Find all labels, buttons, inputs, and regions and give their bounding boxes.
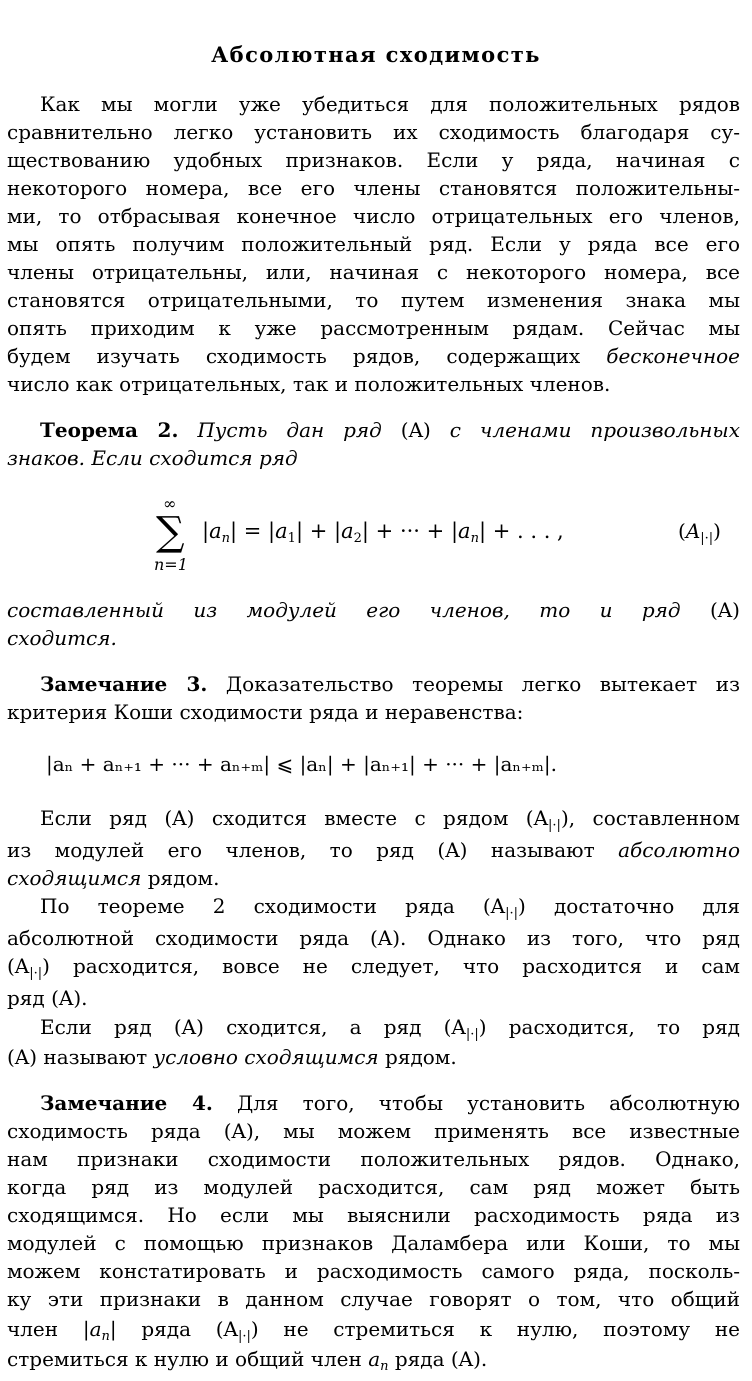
thm-text-4: ) расходится, вовсе не следует, что расходится и сам: [42, 954, 740, 978]
series-tail: + . . . ,: [492, 519, 564, 543]
remark4-line-10: [7, 1345, 740, 1381]
term-sub-2: 2: [353, 531, 362, 546]
cond-text-3: (A) называют: [7, 1045, 148, 1069]
thm-line-3: [7, 952, 740, 988]
remark4-line-4: когда ряд из модулей расходится, сам ряд может быть: [7, 1175, 740, 1199]
thm-text-2: ) достаточно для: [518, 894, 741, 918]
remark4-text-9a: член |: [7, 1317, 90, 1341]
plus-sign-2: +: [375, 519, 394, 543]
sum-sign: ∑: [156, 509, 185, 555]
abs-text-1: Если ряд (A) сходится вместе с рядом (A: [40, 806, 549, 830]
remark4-line-1: [7, 1089, 740, 1117]
abs-emph-1: абсолютно: [618, 838, 741, 862]
remark4-line-8: ку эти признаки в данном случае говорят о том, что общий: [7, 1287, 740, 1311]
section-title: Абсолютная сходимость: [211, 42, 541, 67]
remark4-line-7: можем констатировать и расходимость самого ряда, посколь-: [7, 1259, 740, 1283]
thm-line-2: абсолютной сходимости ряда (A). Однако из того, что ряд: [7, 926, 740, 950]
equation-label: $(A_{|\cdot|})$: [678, 519, 721, 546]
intro-line-10-emph: бесконечное: [606, 344, 740, 368]
intro-line-11: число как отрицательных, так и положительных членов.: [7, 372, 611, 396]
theorem-series-a-2: (A): [709, 598, 740, 622]
remark4-text-1: Для того, чтобы установить абсолютную: [236, 1091, 740, 1115]
theorem-label: Теорема 2.: [40, 418, 179, 442]
thm-sub-1: |·|: [505, 906, 519, 921]
remark4-text-10a: стремиться к нулю и общий член: [7, 1347, 362, 1371]
abs-sub: |·|: [548, 818, 561, 833]
intro-line-8: становятся отрицательными, то путем изменения знака мы: [7, 288, 740, 312]
remark3-line-1: [7, 670, 740, 698]
term-a2: a: [341, 519, 354, 543]
thm-sub-2: |·|: [29, 966, 43, 981]
term-sub-1: 1: [287, 531, 296, 546]
sum-lower-limit: n=1: [154, 555, 188, 574]
cond-sub: |·|: [465, 1027, 479, 1042]
term-an: a: [458, 519, 471, 543]
abs-line-1: [7, 804, 740, 840]
intro-line-6: мы опять получим положительный ряд. Если у ряда все его: [7, 232, 740, 256]
intro-line-3: ществованию удобных признаков. Если у ряда, начиная с: [7, 148, 740, 172]
abs-emph-2: сходящимся: [7, 866, 142, 890]
ellipsis: ···: [399, 519, 420, 543]
remark4-text-9c: ) не стремиться к нулю, поэтому не: [250, 1317, 740, 1341]
remark4-term-sub: n: [101, 1329, 110, 1344]
theorem-line-1: [7, 416, 740, 444]
intro-line-5: ми, то отбрасывая конечное число отрицательных его членов,: [7, 204, 740, 228]
theorem-text-1: Пусть дан ряд: [197, 418, 382, 442]
theorem-series-a: (A): [400, 418, 431, 442]
abs-line-3: [7, 864, 740, 892]
remark4-term-a: a: [89, 1317, 102, 1341]
cond-line-2: [7, 1043, 740, 1071]
cond-text-4: рядом.: [385, 1045, 457, 1069]
series-expression: $|a_n| = |a_1| + |a_2|$ + ··· + $|a_n|$ + . . . ,: [202, 519, 564, 546]
remark4-text-9b: | ряда (A: [109, 1317, 238, 1341]
remark4-line-6: модулей с помощью признаков Даламбера или Коши, то мы: [7, 1231, 740, 1255]
theorem-line-4: сходится.: [7, 626, 117, 650]
cond-text-2: ) расходится, то ряд: [478, 1015, 740, 1039]
remark4-line-2: сходимость ряда (A), мы можем применять все известные: [7, 1119, 740, 1143]
intro-line-10: [7, 342, 740, 370]
abs-text-4: рядом.: [147, 866, 220, 890]
thm-text-1: По теореме 2 сходимости ряда (A: [40, 894, 506, 918]
formula-inequality: |aₙ + aₙ₊₁ + ··· + aₙ₊ₘ| ⩽ |aₙ| + |aₙ₊₁| + ··· + |aₙ₊ₘ|.: [46, 752, 557, 776]
equation-label-a: A: [685, 519, 701, 543]
equation-label-sub: |·|: [700, 531, 714, 546]
remark4-line-5: сходящимся. Но если мы выяснили расходимость ряда из: [7, 1203, 740, 1227]
cond-emph: условно сходящимся: [153, 1045, 379, 1069]
intro-line-2: сравнительно легко установить их сходимость благодаря су-: [7, 120, 740, 144]
intro-line-9: опять приходим к уже рассмотренным рядам. Сейчас мы: [7, 316, 740, 340]
intro-line-4: некоторого номера, все его члены становятся положительны-: [7, 176, 740, 200]
term-a1: a: [275, 519, 288, 543]
plus-sign-3: +: [426, 519, 445, 543]
theorem-text-3: составленный из модулей его членов, то и ряд: [7, 598, 681, 622]
abs-line-2: [7, 836, 740, 864]
remark4-label: Замечание 4.: [40, 1091, 213, 1115]
remark4-text-10b: ряда (A).: [394, 1347, 488, 1371]
thm-line-1: [7, 892, 740, 928]
thm-line-4: ряд (A).: [7, 986, 88, 1010]
equals-sign: =: [243, 519, 262, 543]
term-a: a: [209, 519, 222, 543]
remark4-sub: |·|: [237, 1329, 251, 1344]
remark3-label: Замечание 3.: [40, 672, 208, 696]
intro-line-7: члены отрицательны, или, начиная с некоторого номера, все: [7, 260, 740, 284]
term-sub-n: n: [221, 531, 230, 546]
plus-sign: +: [309, 519, 328, 543]
abs-text-2: ), составленном: [560, 806, 740, 830]
intro-line-1: Как мы могли уже убедиться для положительных рядов: [40, 92, 740, 116]
sum-upper-limit: ∞: [163, 494, 177, 513]
remark3-text-1: Доказательство теоремы легко вытекает из: [225, 672, 740, 696]
remark4-term-a-2: a: [368, 1347, 381, 1371]
abs-text-3: из модулей его членов, то ряд (A) называют: [7, 838, 595, 862]
term-sub-n-2: n: [470, 531, 479, 546]
intro-line-10-text: будем изучать сходимость рядов, содержащих: [7, 344, 581, 368]
theorem-text-2: с членами произвольных: [449, 418, 740, 442]
cond-text-1: Если ряд (A) сходится, а ряд (A: [40, 1015, 466, 1039]
theorem-line-3: [7, 596, 740, 624]
theorem-line-2: знаков. Если сходится ряд: [7, 446, 298, 470]
remark3-line-2: критерия Коши сходимости ряда и неравенства:: [7, 700, 524, 724]
remark4-line-3: нам признаки сходимости положительных рядов. Однако,: [7, 1147, 740, 1171]
remark4-term-sub-2: n: [380, 1359, 389, 1374]
thm-text-3: (A: [7, 954, 30, 978]
